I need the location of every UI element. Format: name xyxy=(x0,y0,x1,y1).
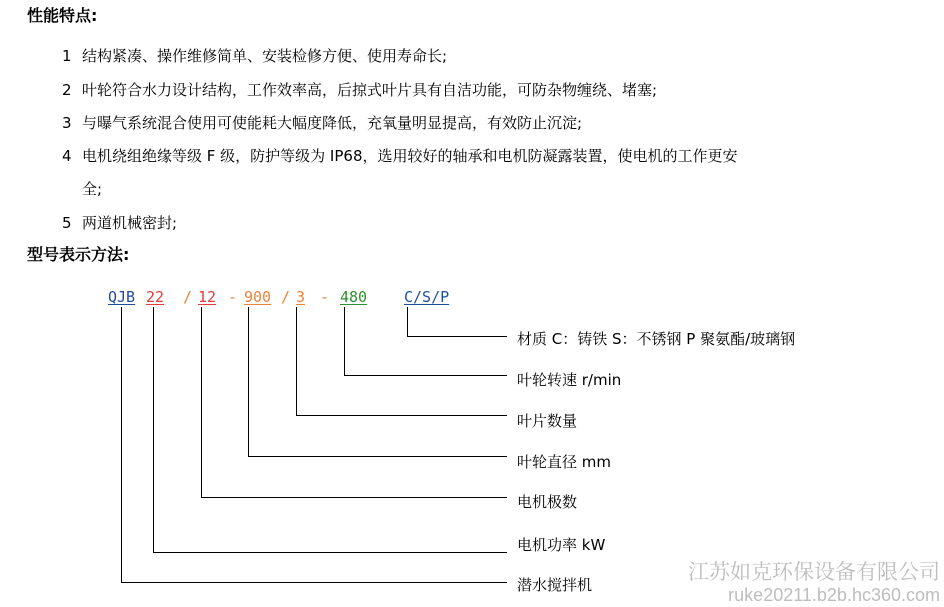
code-poles: 12 xyxy=(198,288,217,306)
code-blades: 3 xyxy=(296,288,306,306)
feature-text: 电机绕组绝缘等级 F 级，防护等级为 IP68，选用较好的轴承和电机防凝露装置，使电机的工作更安 xyxy=(82,147,738,165)
label-material: 材质 C：铸铁 S：不锈钢 P 聚氨酯/玻璃钢 xyxy=(517,330,796,348)
code-dash-2: - xyxy=(320,288,330,306)
leader-line-diameter xyxy=(249,307,508,457)
feature-number: 1 xyxy=(62,47,72,65)
leader-line-model xyxy=(122,307,508,583)
feature-text: 结构紧凑、操作维修简单、安装检修方便、使用寿命长; xyxy=(82,47,448,65)
code-slash-1: / xyxy=(183,288,193,306)
code-power: 22 xyxy=(146,288,165,306)
feature-text: 叶轮符合水力设计结构，工作效率高，后掠式叶片具有自洁功能，可防杂物缠绕、堵塞; xyxy=(82,81,658,99)
feature-number: 4 xyxy=(62,147,72,165)
leader-line-power xyxy=(154,307,508,553)
leader-line-poles xyxy=(202,307,508,498)
code-diameter: 900 xyxy=(244,288,272,306)
watermark-url: ruke20211.b2b.hc360.com xyxy=(728,585,940,605)
code-dash-1: - xyxy=(228,288,238,306)
label-motor-poles: 电机极数 xyxy=(517,493,578,511)
label-motor-power: 电机功率 kW xyxy=(517,536,606,554)
code-qjb: QJB xyxy=(108,288,136,306)
feature-text: 与曝气系统混合使用可使能耗大幅度降低，充氧量明显提高，有效防止沉淀; xyxy=(82,114,583,132)
label-impeller-speed: 叶轮转速 r/min xyxy=(517,371,622,389)
feature-number: 5 xyxy=(62,214,72,232)
leader-line-blades xyxy=(297,307,508,416)
feature-item-4-continuation: 全; xyxy=(82,180,103,198)
model-heading: 型号表示方法: xyxy=(27,245,130,264)
leader-line-material xyxy=(408,307,508,337)
code-speed: 480 xyxy=(340,288,368,306)
label-submersible-mixer: 潜水搅拌机 xyxy=(517,576,593,594)
features-heading: 性能特点: xyxy=(27,6,98,25)
feature-number: 2 xyxy=(62,81,72,99)
watermark-company: 江苏如克环保设备有限公司 xyxy=(688,561,940,584)
feature-text: 两道机械密封; xyxy=(82,214,178,232)
leader-line-speed xyxy=(345,307,508,376)
label-impeller-diameter: 叶轮直径 mm xyxy=(517,453,611,471)
label-blade-count: 叶片数量 xyxy=(517,412,578,430)
code-slash-2: / xyxy=(281,288,291,306)
code-material: C/S/P xyxy=(404,288,450,306)
feature-number: 3 xyxy=(62,114,72,132)
